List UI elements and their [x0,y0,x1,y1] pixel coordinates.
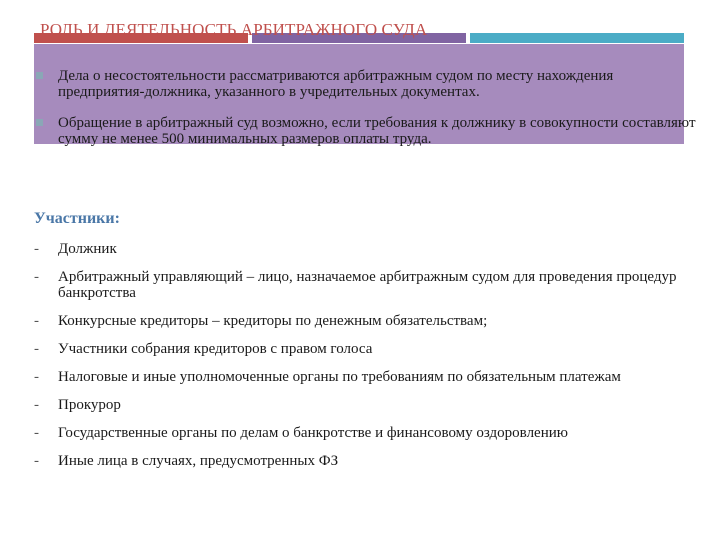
square-bullet-icon [36,119,43,126]
dash-bullet: - [34,313,39,329]
dash-bullet: - [34,341,39,357]
dash-bullet: - [34,269,39,285]
participant-item [34,241,700,257]
slide-title: РОЛЬ И ДЕЯТЕЛЬНОСТЬ АРБИТРАЖНОГО СУДА [40,20,428,39]
participant-item [34,397,700,413]
top-bullet-list [34,68,700,162]
participant-item [34,453,700,469]
participant-item [34,269,700,301]
participants-heading: Участники: [34,210,120,227]
title-accent-bar-blue [470,33,684,43]
square-bullet-icon [36,72,43,79]
top-bullet-text: Обращение в арбитражный суд возможно, если требования к должнику в совокупности составляют сумму не менее 500 минимальных размеров оплаты труда. [58,115,696,147]
dash-bullet: - [34,453,39,469]
participant-text: Конкурсные кредиторы – кредиторы по денежным обязательствам; [58,313,488,329]
participant-item [34,341,700,357]
participant-text: Арбитражный управляющий – лицо, назначаемое арбитражным судом для проведения процедур банкротства [58,269,677,301]
dash-bullet: - [34,425,39,441]
top-bullet-text: Дела о несостоятельности рассматриваются арбитражным судом по месту нахождения предприятия-должника, указанного в учредительных документах. [58,68,614,100]
top-bullet-item [34,68,700,100]
participant-text: Иные лица в случаях, предусмотренных ФЗ [58,453,339,469]
dash-bullet: - [34,241,39,257]
participant-text: Прокурор [58,397,121,413]
participant-item [34,313,700,329]
participant-item [34,369,700,385]
participant-text: Участники собрания кредиторов с правом голоса [58,341,373,357]
dash-bullet: - [34,397,39,413]
participant-text: Государственные органы по делам о банкротстве и финансовому оздоровлению [58,425,568,441]
participant-text: Налоговые и иные уполномоченные органы по требованиям по обязательным платежам [58,369,621,385]
participant-item [34,425,700,441]
participant-text: Должник [58,241,117,257]
dash-bullet: - [34,369,39,385]
participants-list [34,241,700,481]
top-bullet-item [34,115,700,147]
